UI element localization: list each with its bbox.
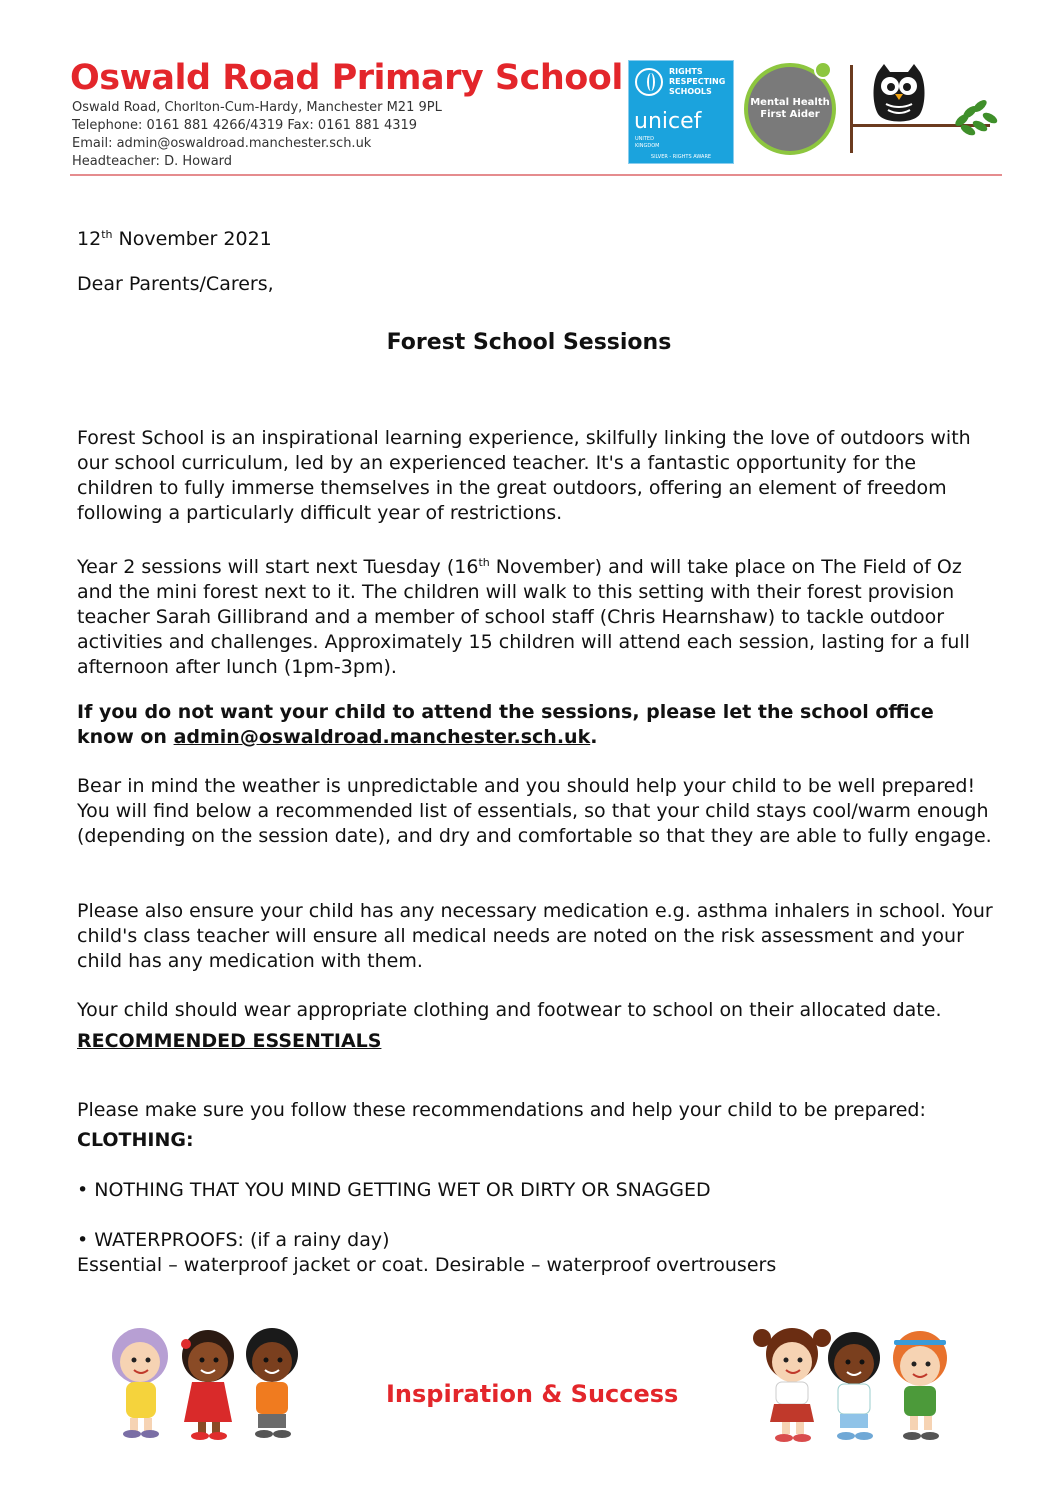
mhfa-label: Mental Health First Aider xyxy=(750,97,830,120)
clothing-reminder: Your child should wear appropriate clothing and footwear to school on their allocated date. xyxy=(77,999,942,1021)
leaves-icon xyxy=(953,98,999,138)
letterhead xyxy=(70,58,1002,176)
letter-title: Forest School Sessions xyxy=(386,330,672,355)
child-ginger-hair xyxy=(893,1331,947,1440)
list-item: • WATERPROOFS: (if a rainy day) Essential – waterproof jacket or coat. Desirable – waterproof overtrousers xyxy=(77,1229,777,1276)
school-motto: Inspiration & Success xyxy=(386,1380,679,1408)
office-email-link[interactable]: admin@oswaldroad.manchester.sch.uk xyxy=(173,726,591,748)
list-item: • NOTHING THAT YOU MIND GETTING WET OR DIRTY OR SNAGGED xyxy=(77,1179,711,1201)
greeting: Dear Parents/Carers, xyxy=(77,273,274,295)
unicef-wordmark: unicef xyxy=(634,109,702,134)
school-name: Oswald Road Primary School xyxy=(70,58,623,98)
unicef-rights-respecting-logo xyxy=(628,60,734,164)
headteacher: Headteacher: D. Howard xyxy=(72,154,233,169)
owl-branch-logo xyxy=(850,60,1002,156)
branch-post xyxy=(850,65,853,153)
child-blue-shirt xyxy=(828,1332,880,1440)
child-purple-hair xyxy=(112,1328,168,1438)
intro-paragraph: Forest School is an inspirational learning experience, skilfully linking the love of outdoors with our school curriculum, led by an experienced teacher. It's a fantastic opportunity for the children to fully immerse themselves in the great outdoors, offering an element of freedom following a particularly difficult year of restrictions. xyxy=(77,427,971,524)
session-details-paragraph: Year 2 sessions will start next Tuesday (16th November) and will take place on The Field of Oz and the mini forest next to it. The children will walk to this setting with their forest provision teacher Sarah Gillibrand and a member of school staff (Chris Hearnshaw) to tackle outdoor activities and challenges. Approximately 15 children will attend each session, lasting for a full afternoon after lunch (1pm-3pm). xyxy=(77,556,970,678)
child-pigtails xyxy=(753,1328,831,1442)
cartoon-children-left-illustration xyxy=(96,1322,310,1442)
child-orange-shirt xyxy=(246,1328,298,1438)
letterhead-divider xyxy=(70,174,1002,176)
recommended-essentials-heading: RECOMMENDED ESSENTIALS xyxy=(77,1030,382,1052)
recommendations-intro: Please make sure you follow these recommendations and help your child to be prepared: xyxy=(77,1099,926,1121)
child-red-dress xyxy=(181,1330,234,1440)
school-email: Email: admin@oswaldroad.manchester.sch.uk xyxy=(72,136,372,151)
owl-icon xyxy=(874,64,925,122)
medication-paragraph: Please also ensure your child has any necessary medication e.g. asthma inhalers in school. Your child's class teacher will ensure all medical needs are noted on the risk assessment and your child has any medication with them. xyxy=(77,900,993,972)
unicef-country: UNITED KINGDOM xyxy=(635,136,660,149)
globe-icon xyxy=(635,68,663,96)
rrs-label: RIGHTS RESPECTING SCHOOLS xyxy=(669,67,726,96)
leaf-icon xyxy=(814,61,832,79)
cartoon-children-right-illustration xyxy=(744,1322,966,1446)
mental-health-first-aider-logo xyxy=(744,63,836,155)
opt-out-notice: If you do not want your child to attend the sessions, please let the school office know on admin@oswaldroad.manchester.sch.uk. xyxy=(77,701,934,748)
unicef-award-level: SILVER - RIGHTS AWARE xyxy=(650,154,712,160)
school-address: Oswald Road, Chorlton-Cum-Hardy, Manchester M21 9PL xyxy=(72,100,442,115)
clothing-heading: CLOTHING: xyxy=(77,1129,194,1151)
school-telephone: Telephone: 0161 881 4266/4319 Fax: 0161 881 4319 xyxy=(72,118,418,133)
weather-paragraph: Bear in mind the weather is unpredictable and you should help your child to be well prepared! You will find below a recommended list of essentials, so that your child stays cool/warm enough (depending on the session date), and dry and comfortable so that they are able to fully engage. xyxy=(77,775,992,847)
letter-date: 12th November 2021 xyxy=(77,228,272,250)
